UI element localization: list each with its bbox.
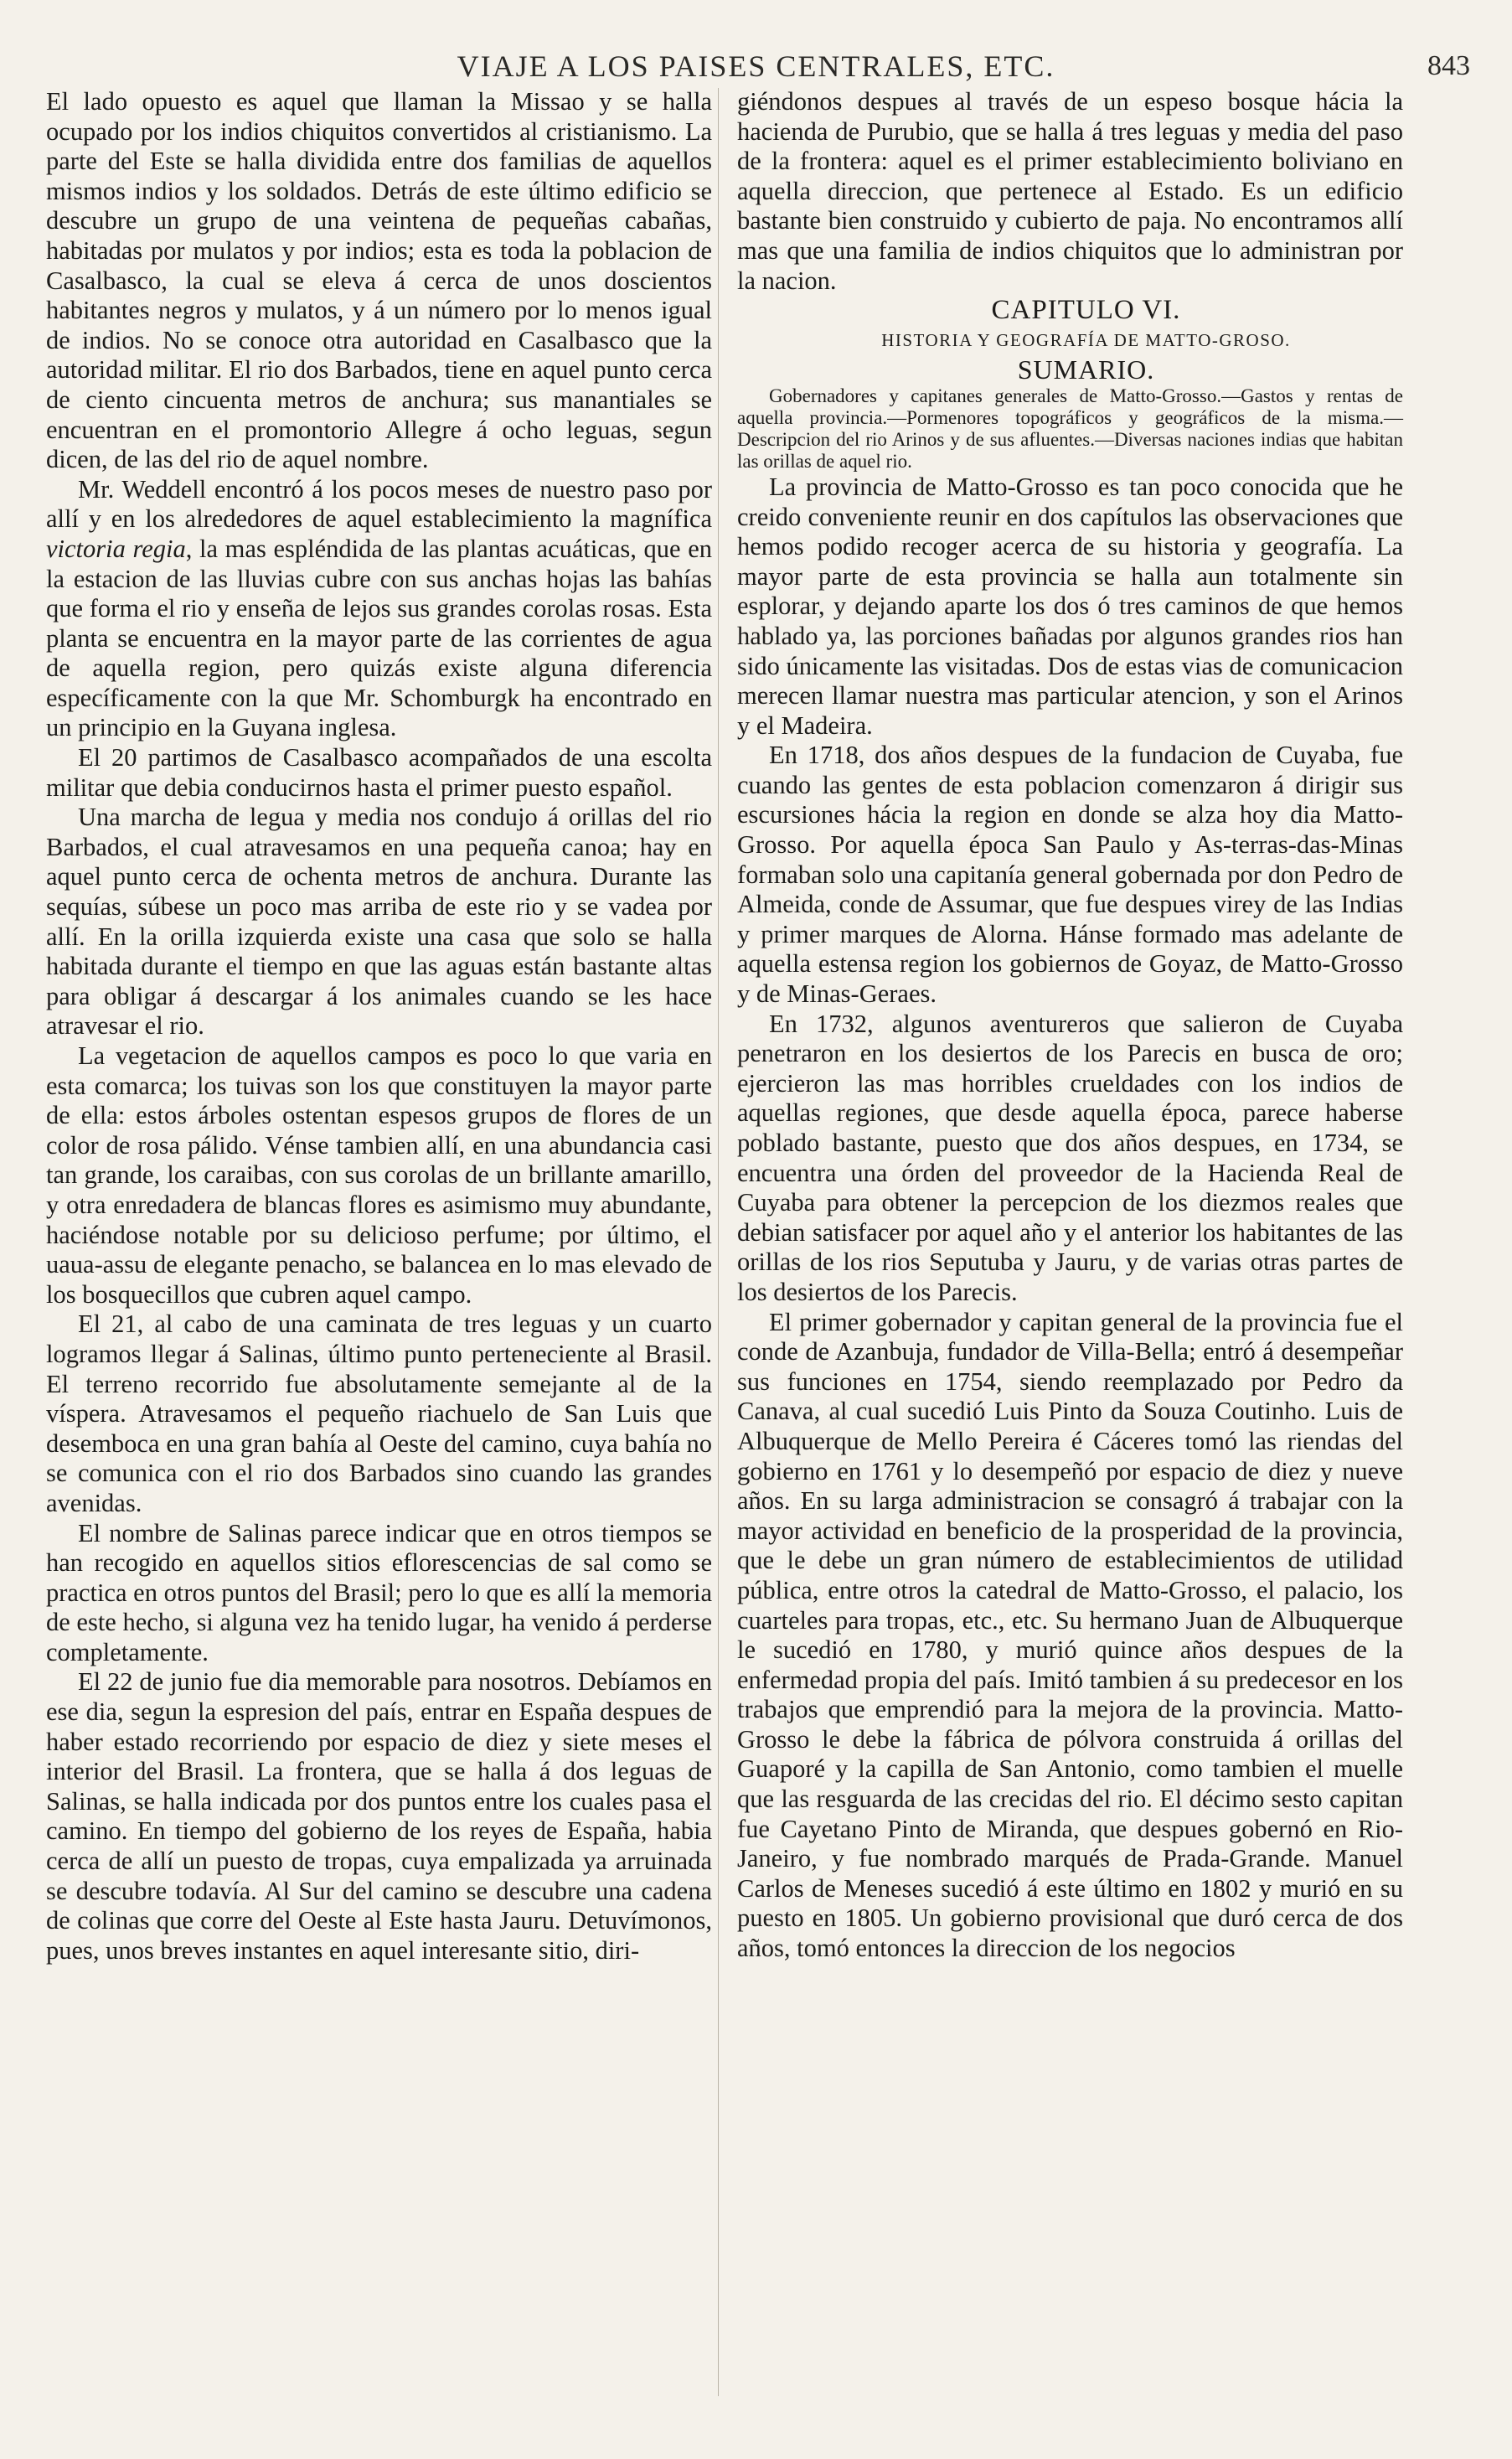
left-column	[46, 87, 712, 1966]
paragraph: El 22 de junio fue dia memorable para nosotros. Debíamos en ese dia, segun la espresion del país, entrar en España despues de haber estado recorriendo por espacio de diez y siete meses el interior del Brasil. La frontera, que se halla á dos leguas de Salinas, se halla indicada por dos puntos entre los cuales pasa el camino. En tiempo del gobierno de los reyes de España, habia cerca de allí un puesto de tropas, cuya empalizada ya arruinada se descubre todavía. Al Sur del camino se descubre una cadena de colinas que corre del Oeste al Este hasta Jauru. Detuvímonos, pues, unos breves instantes en aquel interesante sitio, diri-	[46, 1667, 712, 1965]
paragraph	[46, 475, 712, 743]
paragraph: giéndonos despues al través de un espeso bosque hácia la hacienda de Purubio, que se halla á tres leguas y media del paso de la frontera: aquel es el primer establecimiento boliviano en aquella direccion, que pertenece al Estado. Es un edificio bastante bien construido y cubierto de paja. No encontramos allí mas que una familia de indios chiquitos que lo administran por la nacion.	[737, 87, 1403, 295]
paragraph: La vegetacion de aquellos campos es poco lo que varia en esta comarca; los tuivas son los que constituyen la mayor parte de ella: estos árboles ostentan espesos grupos de flores de un color de rosa pálido. Vénse tambien allí, en una abundancia casi tan grande, los caraibas, con sus corolas de un brillante amarillo, y otra enredadera de blancas flores es asimismo muy abundante, haciéndose notable por su delicioso perfume; por último, el uaua-assu de elegante penacho, se balancea en lo mas elevado de los bosquecillos que cubren aquel campo.	[46, 1041, 712, 1309]
paragraph-text: Mr. Weddell encontró á los pocos meses de nuestro paso por allí y en los alrededores de aquel establecimiento la magnífica	[46, 474, 712, 534]
paragraph: En 1718, dos años despues de la fundacion de Cuyaba, fue cuando las gentes de esta poblacion comenzaron á dirigir sus escursiones hácia la region en donde se alza hoy dia Matto-Grosso. Por aquella época San Paulo y As-terras-das-Minas formaban solo una capitanía general gobernada por don Pedro de Almeida, conde de Assumar, que fue despues virey de las Indias y primer marques de Alorna. Hánse formado mas adelante de aquella estensa region los gobiernos de Goyaz, de Matto-Grosso y de Minas-Geraes.	[737, 741, 1403, 1009]
paragraph: El 21, al cabo de una caminata de tres leguas y un cuarto logramos llegar á Salinas, último punto perteneciente al Brasil. El terreno recorrido fue absolutamente semejante al de la víspera. Atravesamos el pequeño riachuelo de San Luis que desemboca en una gran bahía al Oeste del camino, cuya bahía no se comunica con el rio dos Barbados sino cuando las grandes avenidas.	[46, 1310, 712, 1517]
paragraph: El nombre de Salinas parece indicar que en otros tiempos se han recogido en aquellos sitios eflorescencias de sal como se practica en otros puntos del Brasil; pero lo que es allí la memoria de este hecho, si alguna vez ha tenido lugar, ha venido á perderse completamente.	[46, 1518, 712, 1666]
paragraph: La provincia de Matto-Grosso es tan poco conocida que he creido conveniente reunir en dos capítulos las observaciones que hemos podido recoger acerca de su historia y geografía. La mayor parte de esta provincia se halla aun totalmente sin esplorar, y dejando aparte los dos ó tres caminos de que hemos hablado ya, las porciones bañadas por algunos grandes rios han sido únicamente las visitadas. Dos de estas vias de comunicacion merecen llamar nuestra mas particular atencion, y son el Arinos y el Madeira.	[737, 472, 1403, 740]
column-divider	[718, 88, 719, 2396]
chapter-subtitle: HISTORIA Y GEOGRAFÍA DE MATTO-GROSO.	[881, 329, 1291, 350]
summary-title: SUMARIO.	[1017, 354, 1155, 385]
chapter-title: CAPITULO VI.	[991, 295, 1181, 326]
paragraph: El 20 partimos de Casalbasco acompañados de una escolta militar que debia conducirnos hasta el primer puesto español.	[46, 743, 712, 802]
right-column	[737, 87, 1403, 1964]
summary-text: Gobernadores y capitanes generales de Matto-Grosso.—Gastos y rentas de aquella provincia.—Pormenores topográficos y geográficos de la misma.—Descripcion del rio Arinos y de sus afluentes.—Diversas naciones indias que habitan las orillas de aquel rio.	[737, 385, 1403, 472]
paragraph: Una marcha de legua y media nos condujo á orillas del rio Barbados, el cual atravesamos en una pequeña canoa; hay en aquel punto cerca de ochenta metros de anchura. Durante las sequías, súbese un poco mas arriba de este rio y se vadea por allí. En la orilla izquierda existe una casa que solo se halla habitada durante el tiempo en que las aguas están bastante altas para obligar á descargar á los animales cuando se les hace atravesar el rio.	[46, 803, 712, 1041]
paragraph-text: , la mas espléndida de las plantas acuáticas, que en la estacion de las lluvias cubre con sus anchas hojas las bahías que forma el rio y enseña de lejos sus grandes corolas rosas. Esta planta se encuentra en la mayor parte de las corrientes de agua de aquella region, pero quizás existe alguna diferencia específicamente con la que Mr. Schomburgk ha encontrado en un principio en la Guyana inglesa.	[46, 534, 712, 742]
page-number: 843	[1427, 50, 1470, 81]
page-header	[42, 49, 1470, 90]
running-title: VIAJE A LOS PAISES CENTRALES, ETC.	[457, 49, 1055, 83]
paragraph: El primer gobernador y capitan general de la provincia fue el conde de Azanbuja, fundador de Villa-Bella; entró á desempeñar sus funciones en 1754, siendo reemplazado por Pedro da Canava, al cual sucedió Luis Pinto da Souza Coutinho. Luis de Albuquerque de Mello Pereira é Cáceres tomó las riendas del gobierno en 1761 y lo desempeñó por espacio de diez y nueve años. En su larga administracion se consagró á trabajar con la mayor actividad en beneficio de la prosperidad de la provincia, que le debe un gran número de establecimientos de utilidad pública, entre otros la catedral de Matto-Grosso, el palacio, los cuarteles para tropas, etc., etc. Su hermano Juan de Albuquerque le sucedió en 1780, y murió quince años despues de la enfermedad propia del país. Imitó tambien á su predecesor en los trabajos que emprendió para la mejora de la provincia. Matto-Grosso le debe la fábrica de pólvora construida á orillas del Guaporé y la capilla de San Antonio, como tambien el muelle que las resguarda de las crecidas del rio. El décimo sesto capitan fue Cayetano Pinto de Miranda, que despues gobernó en Rio-Janeiro, y fue nombrado marqués de Prada-Grande. Manuel Carlos de Meneses sucedió á este último en 1802 y murió en su puesto en 1805. Un gobierno provisional que duró cerca de dos años, tomó entonces la direccion de los negocios	[737, 1307, 1403, 1963]
paragraph: En 1732, algunos aventureros que salieron de Cuyaba penetraron en los desiertos de los Parecis en busca de oro; ejercieron las mas horribles crueldades con los indios de aquellas regiones, que desde aquella época, parece haberse poblado bastante, puesto que dos años despues, en 1734, se encuentra una órden del proveedor de la Hacienda Real de Cuyaba para obtener la percepcion de los diezmos reales que debian satisfacer por aquel año y el anterior los habitantes de las orillas de los rios Seputuba y Jauru, y de varias otras partes de los desiertos de los Parecis.	[737, 1009, 1403, 1306]
paragraph: El lado opuesto es aquel que llaman la Missao y se halla ocupado por los indios chiquitos convertidos al cristianismo. La parte del Este se halla dividida entre dos familias de aquellos mismos indios y los soldados. Detrás de este último edificio se descubre un grupo de una veintena de pequeñas cabañas, habitadas por mulatos y por indios; esta es toda la poblacion de Casalbasco, la cual se eleva á cerca de unos doscientos habitantes negros y mulatos, y á un número por lo menos igual de indios. No se conoce otra autoridad en Casalbasco que la autoridad militar. El rio dos Barbados, tiene en aquel punto cerca de ciento cincuenta metros de anchura; sus manantiales se encuentran en el promontorio Allegre á ocho leguas, segun dicen, de las del rio de aquel nombre.	[46, 87, 712, 474]
italic-term: victoria regia	[46, 534, 186, 563]
